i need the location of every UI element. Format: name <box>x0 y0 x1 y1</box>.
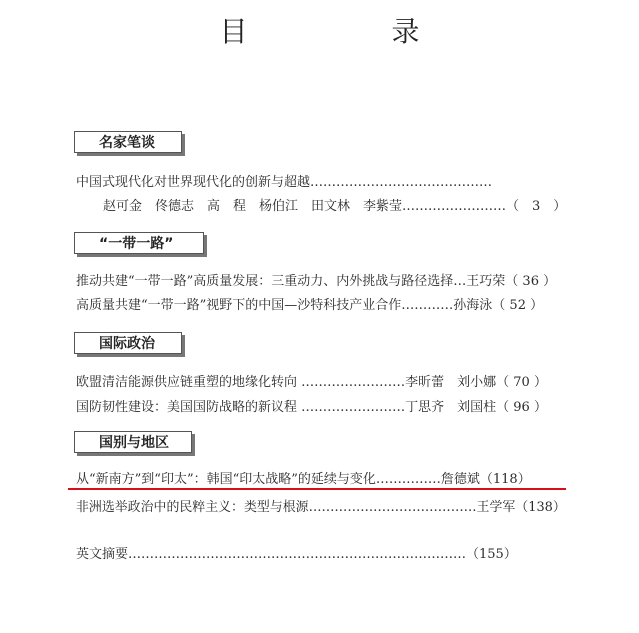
section-heading-label: 名家笔谈 <box>99 135 155 151</box>
section-heading-countries-and-regions <box>74 431 192 453</box>
page-title: 目 录 <box>219 15 478 48</box>
section-heading-famous-scholars <box>74 131 182 153</box>
toc-entry: 非洲选举政治中的民粹主义：类型与根源…………………………………王学军（138） <box>76 500 566 515</box>
toc-entry-highlighted: 从“新南方”到“印太”：韩国“印太战略”的延续与变化……………詹德斌（118） <box>76 472 531 487</box>
section-heading-label: 国别与地区 <box>99 435 169 451</box>
toc-entry-authors: 赵可金 佟德志 高 程 杨伯江 田文林 李紫莹……………………（ 3 ） <box>103 199 567 214</box>
toc-entry-english-abstracts: 英文摘要……………………………………………………………………（155） <box>76 547 517 562</box>
toc-entry: 欧盟清洁能源供应链重塑的地缘化转向 ……………………李昕蕾 刘小娜（ 70 ） <box>76 375 547 390</box>
toc-entry: 国防韧性建设：美国国防战略的新议程 ……………………丁思齐 刘国柱（ 96 ） <box>76 400 547 415</box>
section-heading-label: “一带一路” <box>99 236 174 252</box>
red-underline <box>68 488 566 490</box>
toc-entry: 高质量共建“一带一路”视野下的中国—沙特科技产业合作…………孙海泳（ 52 ） <box>76 298 544 313</box>
section-heading-international-politics <box>74 332 182 354</box>
toc-entry: 中国式现代化对世界现代化的创新与超越…………………………………… <box>76 175 493 190</box>
section-heading-belt-and-road <box>74 232 204 254</box>
toc-entry: 推动共建“一带一路”高质量发展：三重动力、内外挑战与路径选择…王巧荣（ 36 ） <box>76 274 557 289</box>
section-heading-label: 国际政治 <box>99 336 155 352</box>
